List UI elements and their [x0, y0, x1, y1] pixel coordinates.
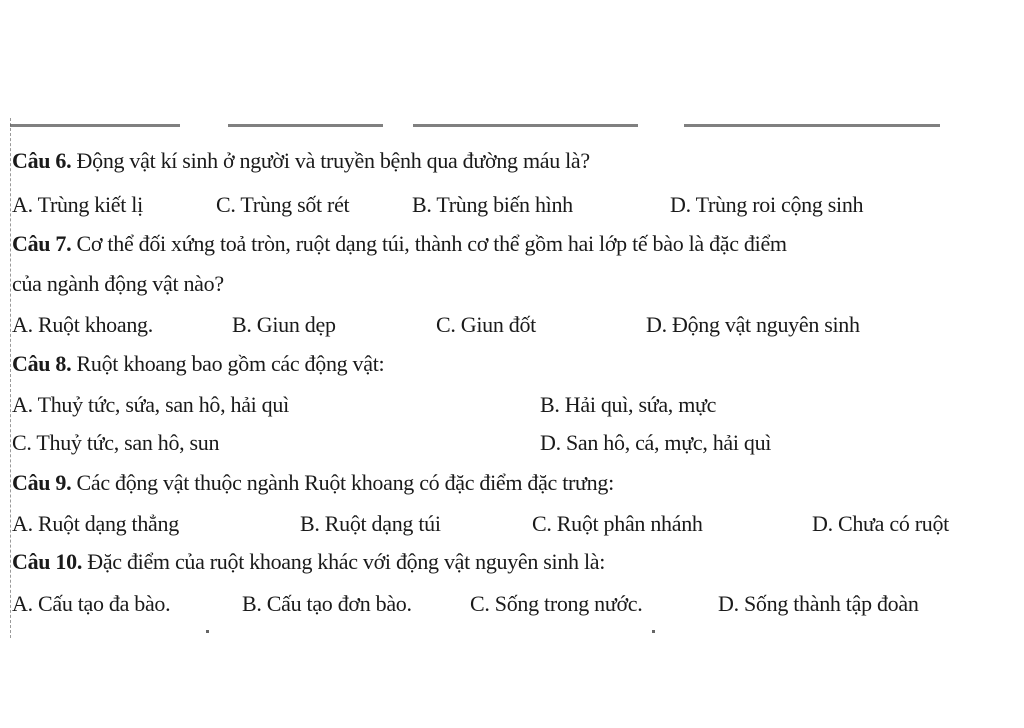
stray-mark — [652, 630, 655, 633]
question-9 — [12, 469, 614, 497]
option-d: D. Động vật nguyên sinh — [646, 312, 860, 337]
question-6 — [12, 147, 590, 175]
question-text: Cơ thể đối xứng toả tròn, ruột dạng túi, thành cơ thể gồm hai lớp tế bào là đặc điểm — [71, 231, 787, 256]
option-c: C. Trùng sốt rét — [216, 192, 350, 217]
option-c: C. Ruột phân nhánh — [532, 511, 703, 536]
question-8 — [12, 350, 384, 378]
option-c: C. Thuỷ tức, san hô, sun — [12, 430, 220, 455]
question-text: Động vật kí sinh ở người và truyền bệnh qua đường máu là? — [71, 148, 590, 173]
option-b: B. Trùng biến hình — [412, 192, 573, 217]
option-a: A. Cấu tạo đa bào. — [12, 591, 171, 616]
question-text: Ruột khoang bao gồm các động vật: — [71, 351, 385, 376]
question-number: Câu 7. — [12, 231, 72, 256]
option-b: B. Ruột dạng túi — [300, 511, 441, 536]
option-b: B. Giun dẹp — [232, 312, 336, 337]
question-text: Các động vật thuộc ngành Ruột khoang có đặc điểm đặc trưng: — [71, 470, 614, 495]
option-c: C. Giun đốt — [436, 312, 536, 337]
question-text-continued: của ngành động vật nào? — [12, 271, 224, 296]
question-number: Câu 8. — [12, 351, 72, 376]
option-d: D. Sống thành tập đoàn — [718, 591, 919, 616]
option-d: D. Trùng roi cộng sinh — [670, 192, 864, 217]
option-b: B. Cấu tạo đơn bào. — [242, 591, 412, 616]
option-d: D. San hô, cá, mực, hải quì — [540, 430, 772, 455]
option-b: B. Hải quì, sứa, mực — [540, 392, 717, 417]
question-10 — [12, 548, 605, 576]
stray-mark — [206, 630, 209, 633]
option-c: C. Sống trong nước. — [470, 591, 643, 616]
option-d: D. Chưa có ruột — [812, 511, 949, 536]
question-7-continuation — [12, 270, 224, 298]
cropped-previous-line — [10, 118, 940, 132]
option-a: A. Ruột dạng thẳng — [12, 511, 179, 536]
option-a: A. Ruột khoang. — [12, 312, 153, 337]
question-number: Câu 6. — [12, 148, 72, 173]
option-a: A. Thuỷ tức, sứa, san hô, hải quì — [12, 392, 289, 417]
margin-rule — [10, 118, 11, 638]
question-number: Câu 10. — [12, 549, 83, 574]
question-7 — [12, 230, 787, 258]
option-a: A. Trùng kiết lị — [12, 192, 143, 217]
question-text: Đặc điểm của ruột khoang khác với động vật nguyên sinh là: — [82, 549, 606, 574]
question-number: Câu 9. — [12, 470, 72, 495]
